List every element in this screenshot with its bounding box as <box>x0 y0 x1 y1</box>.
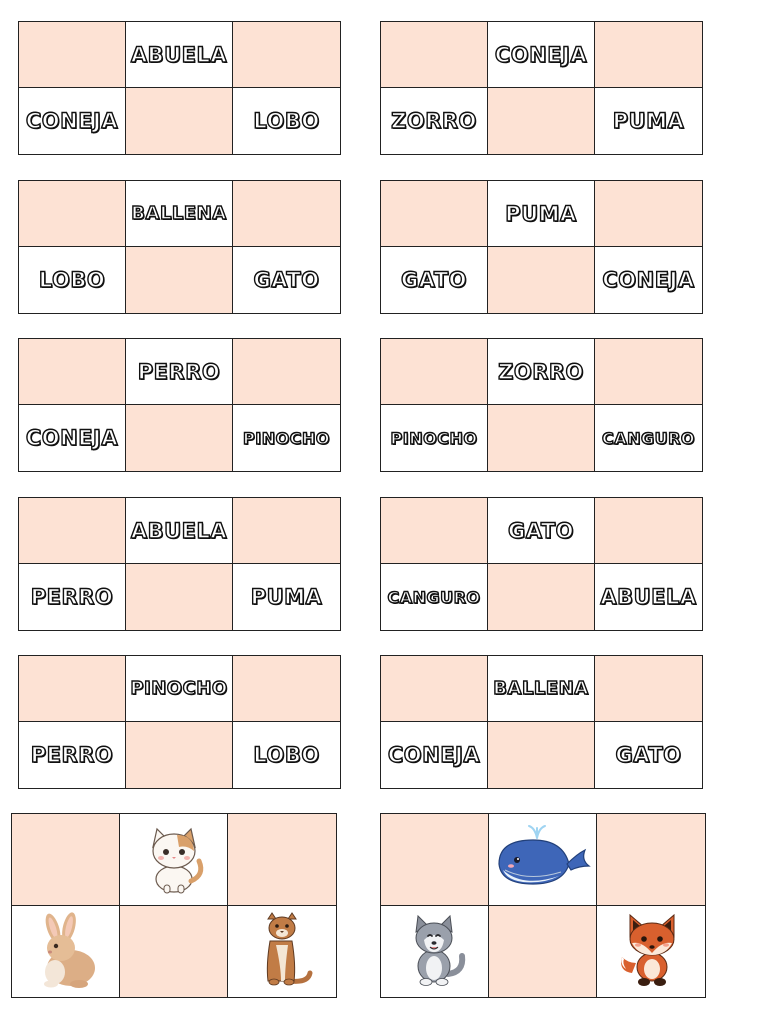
blank-cell <box>19 339 126 405</box>
right-word-cell <box>233 88 340 154</box>
left-word-cell <box>381 405 488 471</box>
domino-card-9 <box>18 655 341 789</box>
blank-cell <box>126 247 233 313</box>
right-picture-cell <box>597 906 705 998</box>
left-word: PERRO <box>30 743 114 767</box>
top-word: GATO <box>507 518 575 543</box>
left-word: CONEJA <box>387 743 481 767</box>
right-word-cell <box>233 564 340 630</box>
right-word: LOBO <box>253 109 320 133</box>
blank-cell <box>19 181 126 247</box>
top-word: PERRO <box>137 359 221 384</box>
left-word-cell <box>19 722 126 788</box>
left-word: GATO <box>400 268 468 292</box>
right-word: CONEJA <box>602 268 695 292</box>
blank-cell <box>381 22 488 88</box>
right-word: PINOCHO <box>243 428 330 448</box>
picture-card-1 <box>11 813 337 998</box>
blank-cell <box>233 498 340 564</box>
domino-card-7 <box>18 497 341 631</box>
right-word-cell <box>595 722 702 788</box>
right-word: PUMA <box>250 585 323 609</box>
right-word-cell <box>595 564 702 630</box>
domino-card-8 <box>380 497 703 631</box>
picture-card-2 <box>380 813 706 998</box>
domino-card-6 <box>380 338 703 472</box>
right-word: ABUELA <box>600 585 697 609</box>
left-word-cell <box>381 247 488 313</box>
blank-cell <box>488 722 595 788</box>
top-word-cell <box>488 656 595 722</box>
left-word: LOBO <box>38 268 106 292</box>
cat-icon <box>139 823 209 895</box>
domino-card-5 <box>18 338 341 472</box>
wolf-icon <box>402 914 468 988</box>
left-picture-cell <box>381 906 489 998</box>
domino-card-2 <box>380 21 703 155</box>
blank-cell <box>381 656 488 722</box>
blank-cell <box>595 656 702 722</box>
domino-card-10 <box>380 655 703 789</box>
top-word: PUMA <box>505 201 577 226</box>
right-word: CANGURO <box>601 428 696 448</box>
blank-cell <box>19 22 126 88</box>
left-word-cell <box>19 247 126 313</box>
blank-cell <box>488 88 595 154</box>
blank-cell <box>19 498 126 564</box>
blank-cell <box>595 498 702 564</box>
top-word-cell <box>126 181 233 247</box>
fox-icon <box>616 913 686 989</box>
right-word-cell <box>595 405 702 471</box>
top-word-cell <box>126 22 233 88</box>
left-word: PERRO <box>30 585 114 609</box>
blank-cell <box>488 564 595 630</box>
left-word-cell <box>381 88 488 154</box>
blank-cell <box>595 22 702 88</box>
puma-icon <box>250 911 314 991</box>
left-word-cell <box>381 722 488 788</box>
blank-cell <box>597 814 705 906</box>
blank-cell <box>381 339 488 405</box>
blank-cell <box>381 814 489 906</box>
right-word: LOBO <box>253 743 320 767</box>
right-word-cell <box>233 405 340 471</box>
left-word: CANGURO <box>387 587 481 607</box>
top-word-cell <box>488 498 595 564</box>
blank-cell <box>233 656 340 722</box>
left-word: ZORRO <box>391 109 477 133</box>
domino-card-4 <box>380 180 703 314</box>
top-word-cell <box>126 656 233 722</box>
blank-cell <box>126 564 233 630</box>
top-picture-cell <box>120 814 228 906</box>
right-word-cell <box>595 88 702 154</box>
domino-card-3 <box>18 180 341 314</box>
blank-cell <box>233 22 340 88</box>
right-word: PUMA <box>612 109 685 133</box>
top-word: ABUELA <box>130 518 228 543</box>
left-word: PINOCHO <box>390 428 478 448</box>
blank-cell <box>233 339 340 405</box>
top-word: BALLENA <box>131 203 227 224</box>
left-word: CONEJA <box>25 426 119 450</box>
blank-cell <box>126 405 233 471</box>
whale-icon <box>493 824 593 894</box>
right-word-cell <box>595 247 702 313</box>
right-picture-cell <box>228 906 336 998</box>
blank-cell <box>228 814 336 906</box>
blank-cell <box>595 339 702 405</box>
top-word: ABUELA <box>130 42 228 67</box>
top-word: ZORRO <box>498 359 584 384</box>
top-word: CONEJA <box>494 42 588 67</box>
rabbit-icon <box>31 912 101 990</box>
blank-cell <box>381 498 488 564</box>
blank-cell <box>126 722 233 788</box>
blank-cell <box>12 814 120 906</box>
blank-cell <box>488 247 595 313</box>
top-word-cell <box>126 339 233 405</box>
top-word-cell <box>488 339 595 405</box>
top-word: BALLENA <box>493 678 589 699</box>
left-word-cell <box>381 564 488 630</box>
top-word-cell <box>488 22 595 88</box>
left-picture-cell <box>12 906 120 998</box>
blank-cell <box>489 906 597 998</box>
right-word-cell <box>233 722 340 788</box>
blank-cell <box>126 88 233 154</box>
blank-cell <box>19 656 126 722</box>
top-word: PINOCHO <box>130 678 228 699</box>
blank-cell <box>488 405 595 471</box>
top-word-cell <box>126 498 233 564</box>
blank-cell <box>120 906 228 998</box>
domino-card-1 <box>18 21 341 155</box>
top-picture-cell <box>489 814 597 906</box>
right-word-cell <box>233 247 340 313</box>
blank-cell <box>381 181 488 247</box>
blank-cell <box>233 181 340 247</box>
right-word: GATO <box>253 268 320 292</box>
right-word: GATO <box>615 743 682 767</box>
left-word-cell <box>19 88 126 154</box>
top-word-cell <box>488 181 595 247</box>
left-word-cell <box>19 405 126 471</box>
left-word-cell <box>19 564 126 630</box>
blank-cell <box>595 181 702 247</box>
left-word: CONEJA <box>25 109 119 133</box>
